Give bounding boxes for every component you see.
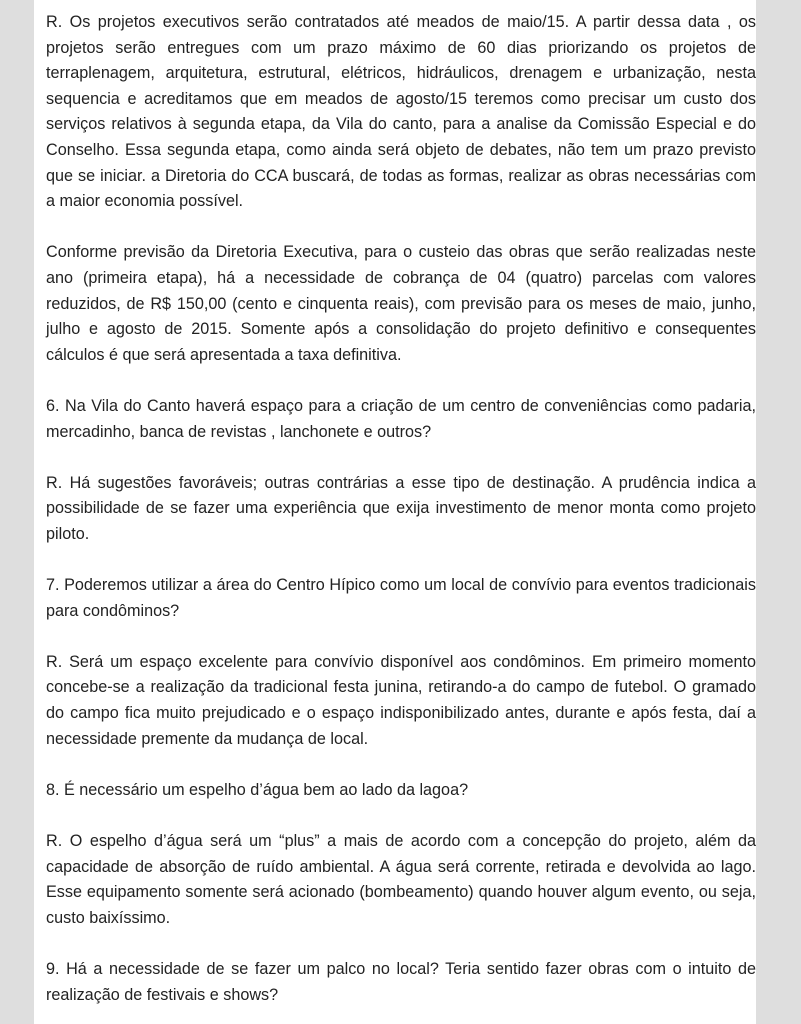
- question-paragraph: 9. Há a necessidade de se fazer um palco no local? Teria sentido fazer obras com o intuito de realização de festivais e shows?: [46, 959, 756, 1004]
- answer-paragraph: Conforme previsão da Diretoria Executiva, para o custeio das obras que serão realizadas neste ano (primeira etapa), há a necessidade de cobrança de 04 (quatro) parcelas com valores reduzidos, de R$ 150,00 (cento e cinquenta reais), com previsão para os meses de maio, junho, julho e agosto de 2015. Somente após a consolidação do projeto definitivo e consequentes cálculos é que será apresentada a taxa definitiva.: [46, 243, 756, 364]
- answer-paragraph: R. Os projetos executivos serão contratados até meados de maio/15. A partir dessa data , os projetos serão entregues com um prazo máximo de 60 dias priorizando os projetos de terraplenagem, arquitetura, estrutural, elétricos, hidráulicos, drenagem e urbanização, nesta sequencia e acreditamos que em meados de agosto/15 teremos como precisar um custo dos serviços relativos à segunda etapa, da Vila do canto, para a analise da Comissão Especial e do Conselho. Essa segunda etapa, como ainda será objeto de debates, não tem um prazo previsto que se iniciar. a Diretoria do CCA buscará, de todas as formas, realizar as obras necessárias com a maior economia possível.: [46, 13, 756, 211]
- document-page: [34, 0, 756, 1024]
- question-paragraph: 7. Poderemos utilizar a área do Centro Hípico como um local de convívio para eventos tradicionais para condôminos?: [46, 576, 756, 620]
- answer-paragraph: R. O espelho d’água será um “plus” a mais de acordo com a concepção do projeto, além da capacidade de absorção de ruído ambiental. A água será corrente, retirada e devolvida ao lago. Esse equipamento somente será acionado (bombeamento) quando houver algum evento, ou seja, custo baixíssimo.: [46, 832, 756, 927]
- answer-paragraph: R. Será um espaço excelente para convívio disponível aos condôminos. Em primeiro momento concebe-se a realização da tradicional festa junina, retirando-a do campo de futebol. O gramado do campo fica muito prejudicado e o espaço indisponibilizado antes, durante e após festa, daí a necessidade premente da mudança de local.: [46, 652, 756, 748]
- question-paragraph: 6. Na Vila do Canto haverá espaço para a criação de um centro de conveniências como padaria, mercadinho, banca de revistas , lanchonete e outros?: [46, 396, 756, 441]
- document-body: [46, 10, 756, 1024]
- question-paragraph: 8. É necessário um espelho d’água bem ao lado da lagoa?: [46, 780, 469, 799]
- answer-paragraph: R. Há sugestões favoráveis; outras contrárias a esse tipo de destinação. A prudência indica a possibilidade de se fazer uma experiência que exija investimento de menor monta como projeto piloto.: [46, 473, 756, 543]
